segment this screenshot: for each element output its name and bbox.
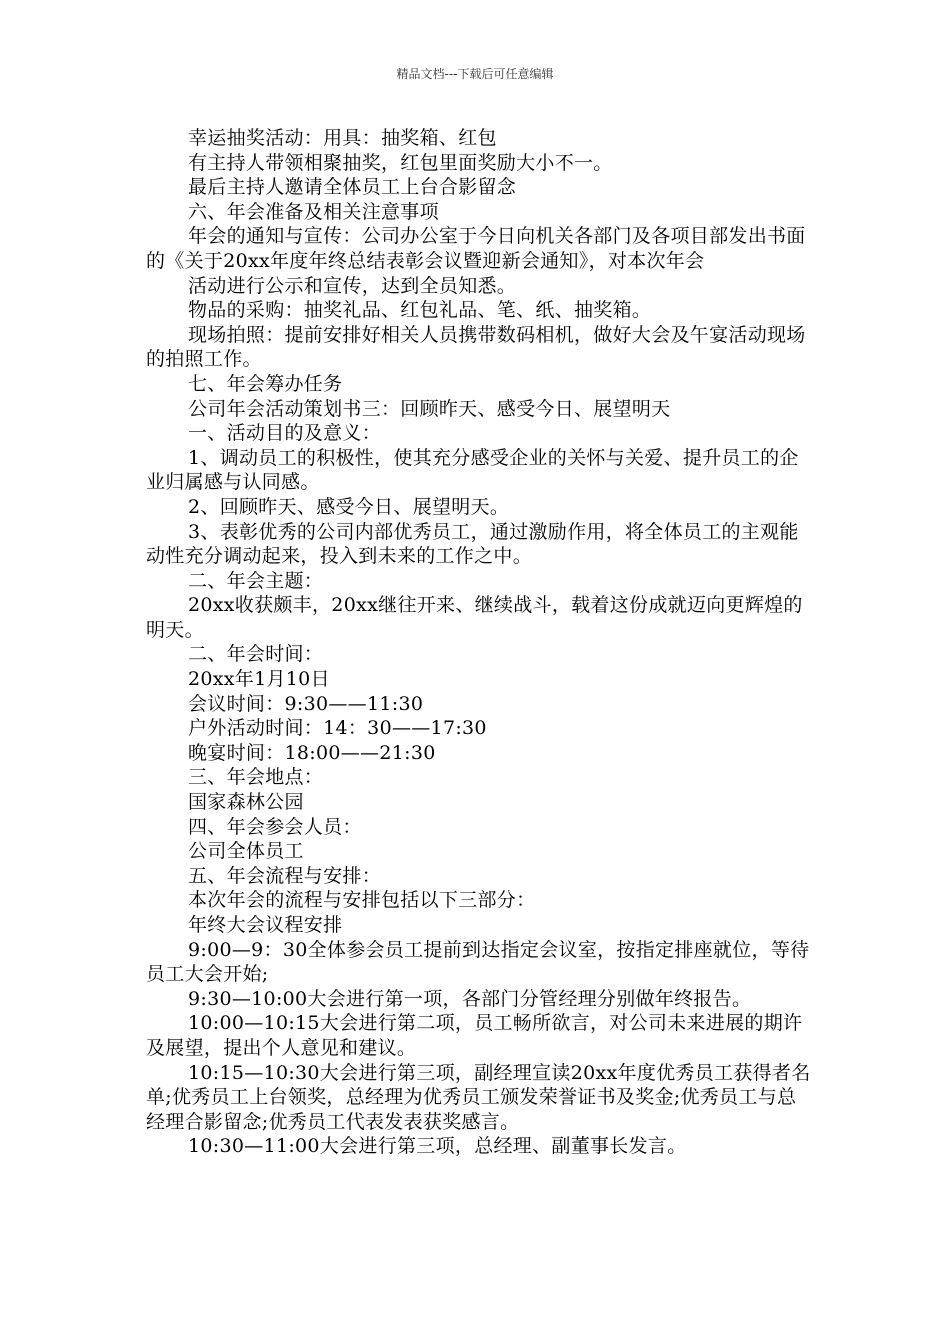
paragraph: 会议时间：9:30——11:30 bbox=[188, 692, 424, 715]
document-title: 公司年会活动策划书三：回顾昨天、感受今日、展望明天 bbox=[188, 397, 671, 420]
paragraph: 1、调动员工的积极性，使其充分感受企业的关怀与关爱、提升员工的企业归属感与认同感。 bbox=[146, 446, 799, 494]
paragraph: 3、表彰优秀的公司内部优秀员工，通过激励作用，将全体员工的主观能动性充分调动起来，投入到未来的工作之中。 bbox=[146, 520, 799, 568]
paragraph: 幸运抽奖活动：用具：抽奖箱、红包 bbox=[188, 127, 497, 149]
paragraph: 9:30—10:00大会进行第一项，各部门分管经理分别做年终报告。 bbox=[188, 987, 752, 1010]
document-body bbox=[146, 126, 812, 1159]
paragraph: 有主持人带领相聚抽奖，红包里面奖励大小不一。 bbox=[188, 151, 613, 174]
section-heading: 六、年会准备及相关注意事项 bbox=[188, 200, 439, 223]
paragraph: 物品的采购：抽奖礼品、红包礼品、笔、纸、抽奖箱。 bbox=[188, 299, 652, 322]
paragraph: 公司全体员工 bbox=[188, 840, 304, 863]
section-heading: 二、年会时间： bbox=[188, 643, 324, 666]
paragraph: 10:15—10:30大会进行第三项，副经理宣读20xx年度优秀员工获得者名单;优秀员工上台领奖，总经理为优秀员工颁发荣誉证书及奖金;优秀员工与总经理合影留念;优秀员工代表发表获奖感言。 bbox=[146, 1061, 811, 1133]
paragraph: 年终大会议程安排 bbox=[188, 914, 343, 936]
paragraph: 国家森林公园 bbox=[188, 791, 304, 814]
section-heading: 四、年会参会人员： bbox=[188, 815, 362, 838]
section-heading: 三、年会地点： bbox=[188, 766, 324, 789]
paragraph: 10:30—11:00大会进行第三项，总经理、副董事长发言。 bbox=[188, 1135, 687, 1158]
paragraph: 年会的通知与宣传：公司办公室于今日向机关各部门及各项目部发出书面的《关于20xx年度年终总结表彰会议暨迎新会通知》，对本次年会 bbox=[146, 225, 806, 272]
section-heading: 七、年会筹办任务 bbox=[188, 372, 343, 395]
section-heading: 五、年会流程与安排： bbox=[188, 864, 382, 887]
paragraph: 10:00—10:15大会进行第二项，员工畅所欲言，对公司未来进展的期许及展望，提出个人意见和建议。 bbox=[146, 1012, 803, 1059]
paragraph: 现场拍照：提前安排好相关人员携带数码相机，做好大会及午宴活动现场的拍照工作。 bbox=[146, 323, 806, 371]
paragraph: 20xx年1月10日 bbox=[188, 668, 330, 691]
paragraph: 2、回顾昨天、感受今日、展望明天。 bbox=[188, 495, 510, 518]
paragraph: 9:00—9：30全体参会员工提前到达指定会议室，按指定排座就位，等待员工大会开始; bbox=[146, 938, 810, 986]
paragraph: 最后主持人邀请全体员工上台合影留念 bbox=[188, 176, 517, 199]
section-heading: 二、年会主题： bbox=[188, 569, 324, 592]
paragraph: 户外活动时间：14：30——17:30 bbox=[188, 717, 487, 740]
paragraph: 本次年会的流程与安排包括以下三部分： bbox=[188, 889, 536, 912]
paragraph: 活动进行公示和宣传，达到全员知悉。 bbox=[188, 274, 517, 297]
page-header: 精品文档---下载后可任意编辑 bbox=[396, 67, 554, 81]
section-heading: 一、活动目的及意义： bbox=[188, 422, 382, 445]
paragraph: 20xx收获颇丰，20xx继往开来、继续战斗，载着这份成就迈向更辉煌的明天。 bbox=[146, 594, 803, 641]
paragraph: 晚宴时间：18:00——21:30 bbox=[188, 741, 436, 764]
